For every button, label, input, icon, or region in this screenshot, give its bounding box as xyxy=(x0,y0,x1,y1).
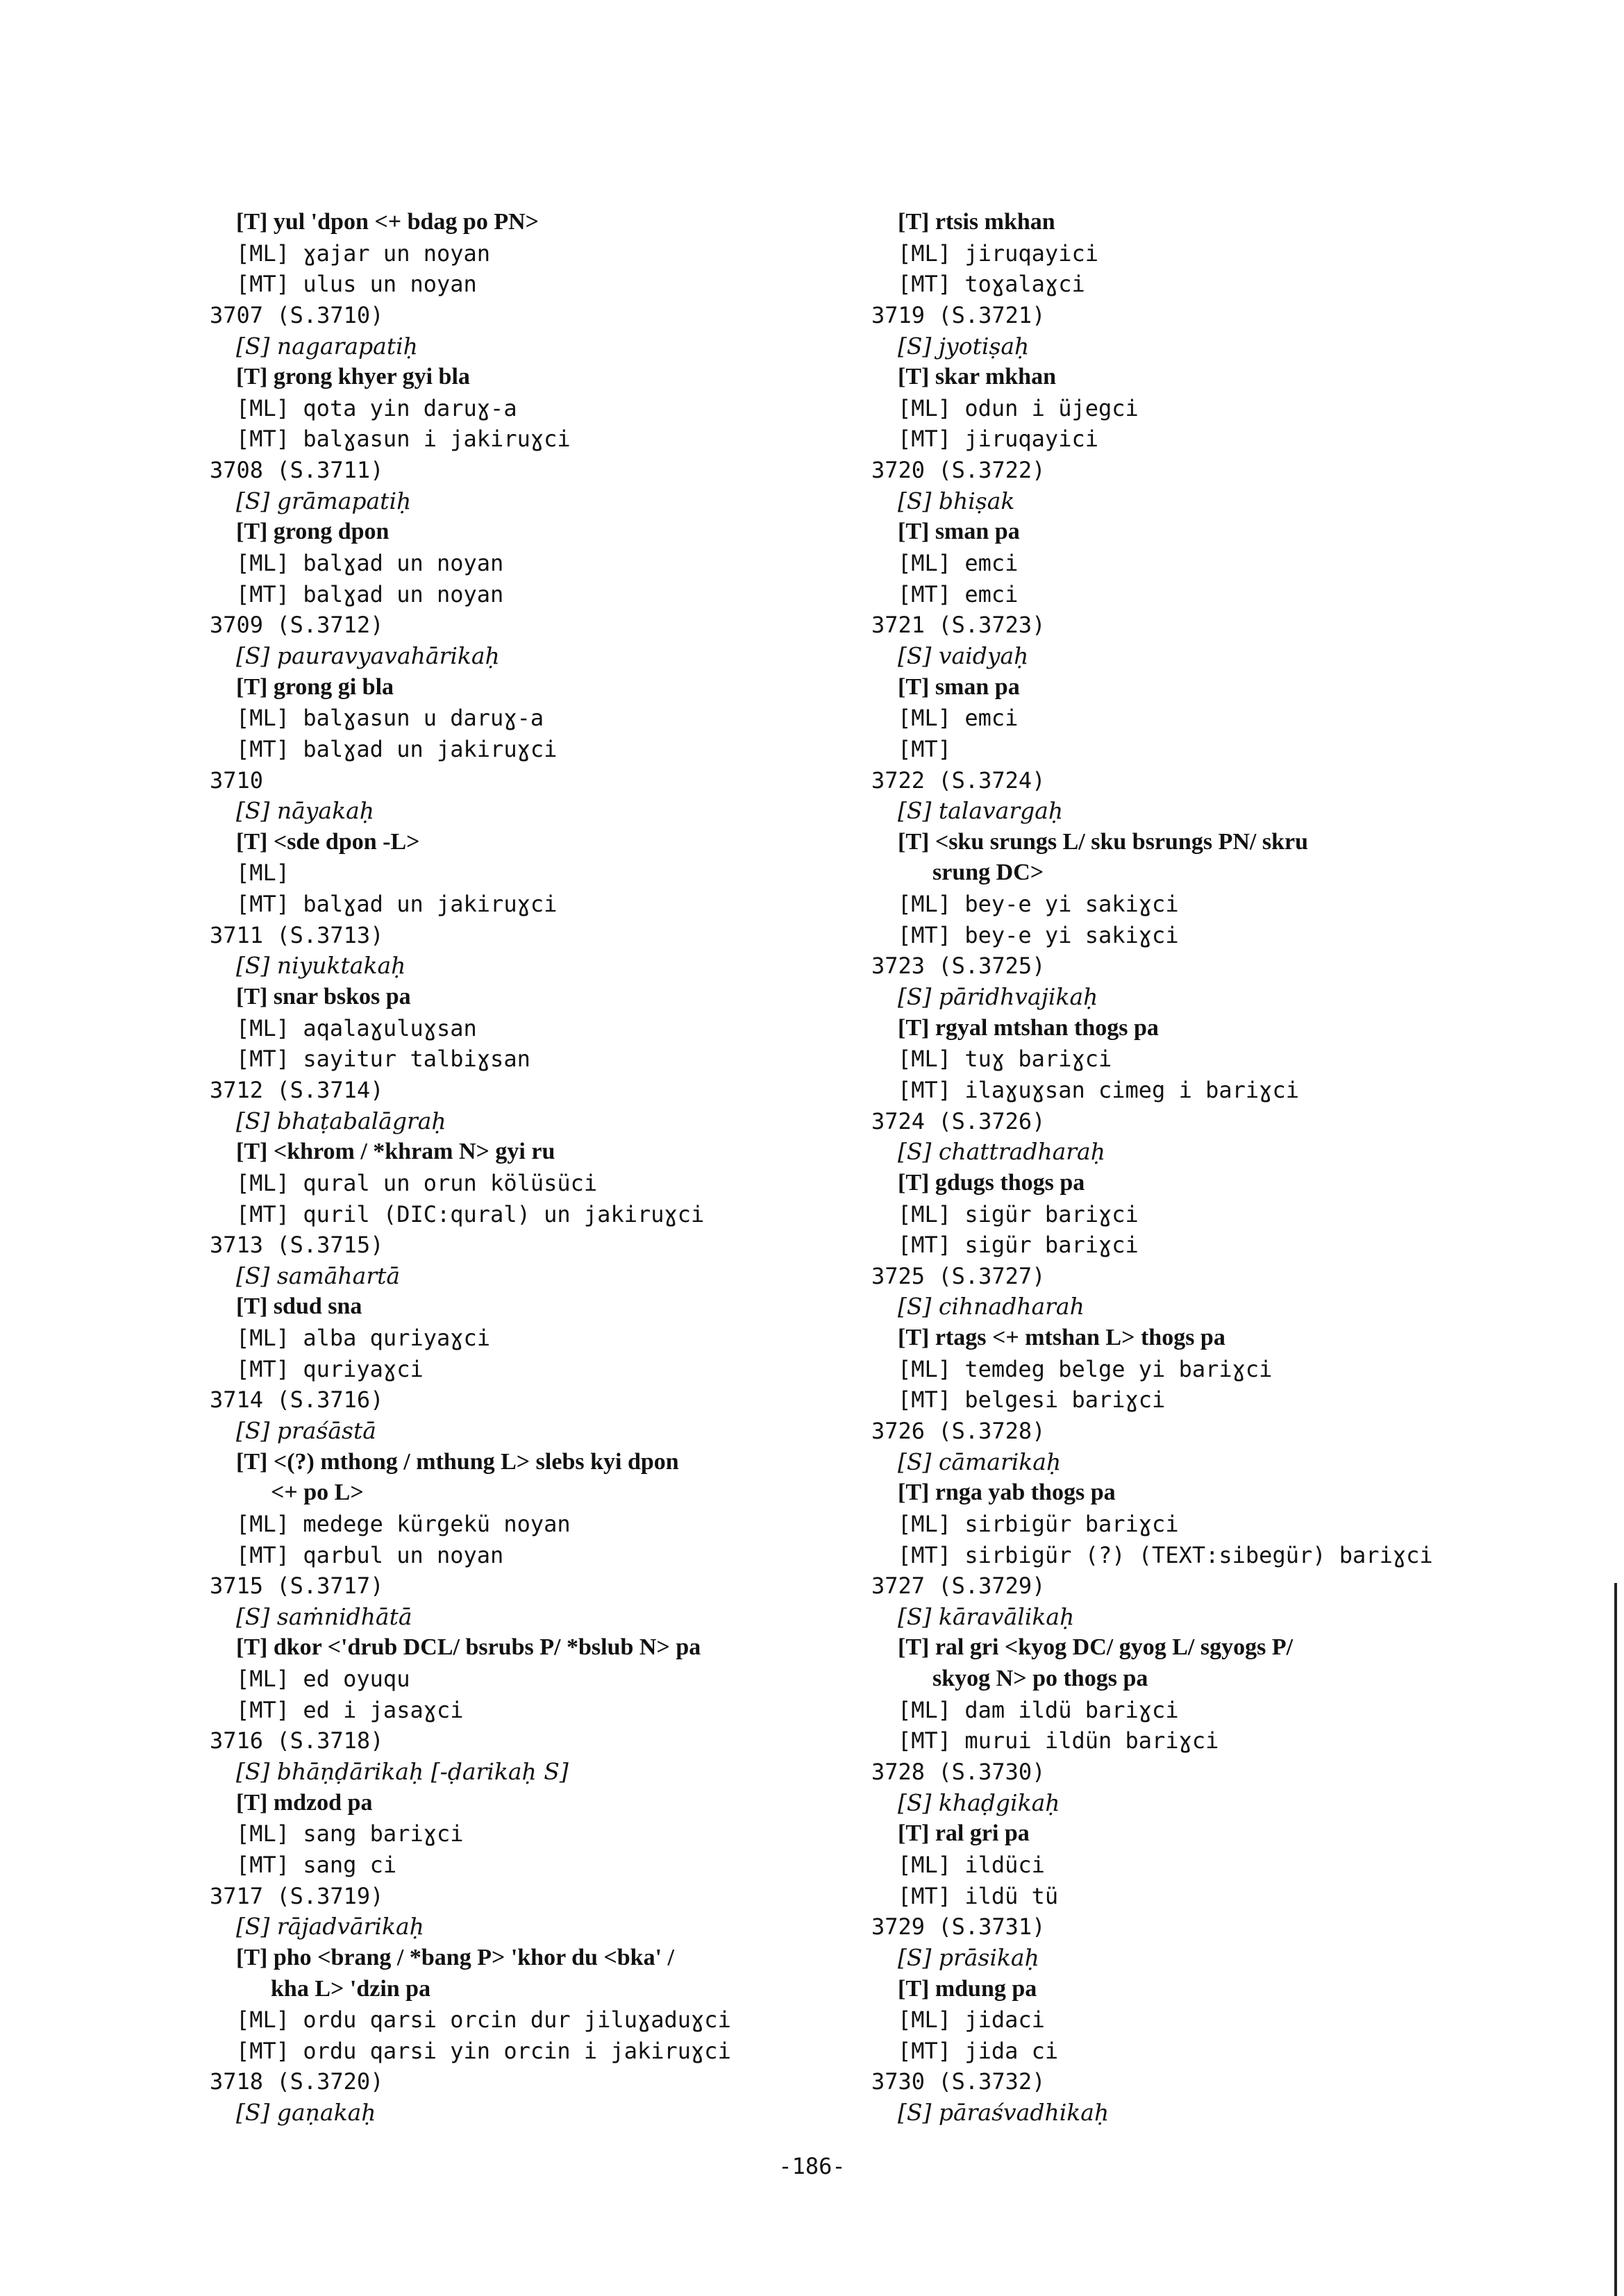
entry-line-t: [T] rnga yab thogs pa xyxy=(898,1480,1116,1506)
page-number: -186- xyxy=(778,2153,846,2179)
entry-number: 3718 (S.3720) xyxy=(210,2068,384,2095)
entry-line-t: [T] <khrom / *khram N> gyi ru xyxy=(236,1139,555,1165)
entry-number: 3710 xyxy=(210,766,264,794)
entry-line-mt: [MT] toɣalaɣci xyxy=(898,271,1085,298)
entry-line-s: [S] samāhartā xyxy=(236,1262,401,1289)
entry-line-mt: [MT] jiruqayici xyxy=(898,426,1098,453)
entry-line-ml: [ML] qota yin daruɣ-a xyxy=(236,394,517,421)
entry-line-ml: [ML] temdeg belge yi bariɣci xyxy=(898,1355,1273,1382)
entry-line-t: [T] mdzod pa xyxy=(236,1789,373,1816)
entry-line-mt: [MT] xyxy=(898,735,952,762)
entry-line-s: [S] nāyakaḥ xyxy=(236,797,375,825)
entry-line-t: [T] rgyal mtshan thogs pa xyxy=(898,1014,1159,1041)
entry-number: 3726 (S.3728) xyxy=(871,1417,1046,1444)
entry-number: 3719 (S.3721) xyxy=(871,301,1046,328)
entry-line-mt: [MT] emci xyxy=(898,580,1019,607)
entry-line-t: [T] <sku srungs L/ sku bsrungs PN/ skru xyxy=(898,828,1308,855)
entry-line-s: [S] kāravālikaḥ xyxy=(898,1602,1075,1630)
entry-line-s: [S] pauravyavahārikaḥ xyxy=(236,642,500,669)
entry-line-s: [S] prāsikaḥ xyxy=(898,1943,1039,1971)
entry-line-mt: [MT] balɣad un jakiruɣci xyxy=(236,735,558,762)
entry-line-t: [T] grong khyer gyi bla xyxy=(236,364,470,390)
entry-line-ml: [ML] balɣasun u daruɣ-a xyxy=(236,705,544,732)
entry-line-s: [S] talavargaḥ xyxy=(898,797,1064,825)
entry-line-t: [T] mdung pa xyxy=(898,1975,1037,2002)
entry-line-ml: [ML] emci xyxy=(898,550,1019,577)
entry-line-s: [S] cihnadharah xyxy=(898,1293,1085,1321)
entry-line-s: [S] vaidyaḥ xyxy=(898,642,1029,669)
entry-line-mt: [MT] balɣasun i jakiruɣci xyxy=(236,426,571,453)
entry-line-mt: [MT] sayitur talbiɣsan xyxy=(236,1046,530,1073)
entry-line-t: [T] grong dpon xyxy=(236,519,390,545)
entry-line-s: [S] cāmarikaḥ xyxy=(898,1448,1062,1475)
entry-line-s: [S] pāraśvadhikaḥ xyxy=(898,2099,1110,2127)
entry-line-continuation: <+ po L> xyxy=(271,1480,364,1506)
entry-number: 3723 (S.3725) xyxy=(871,953,1046,980)
entry-line-t: [T] snar bskos pa xyxy=(236,984,411,1010)
entry-line-mt: [MT] sirbigür (?) (TEXT:sibegür) bariɣci xyxy=(898,1541,1433,1568)
entry-line-ml: [ML] emci xyxy=(898,705,1019,732)
entry-number: 3716 (S.3718) xyxy=(210,1727,384,1754)
entry-line-continuation: kha L> 'dzin pa xyxy=(271,1975,431,2002)
entry-line-mt: [MT] ordu qarsi yin orcin i jakiruɣci xyxy=(236,2037,731,2064)
entry-number: 3717 (S.3719) xyxy=(210,1882,384,1909)
entry-line-mt: [MT] balɣad un jakiruɣci xyxy=(236,891,558,918)
entry-line-ml: [ML] ildüci xyxy=(898,1851,1045,1878)
entry-line-mt: [MT] quril (DIC:qural) un jakiruɣci xyxy=(236,1200,705,1227)
entry-line-t: [T] rtsis mkhan xyxy=(898,209,1055,235)
entry-line-ml: [ML] ed oyuqu xyxy=(236,1666,410,1693)
entry-number: 3709 (S.3712) xyxy=(210,612,384,639)
entry-line-mt: [MT] ulus un noyan xyxy=(236,271,477,298)
entry-line-s: [S] gaṇakaḥ xyxy=(236,2099,376,2127)
entry-number: 3729 (S.3731) xyxy=(871,1913,1046,1941)
entry-line-ml: [ML] xyxy=(236,860,290,887)
entry-line-ml: [ML] balɣad un noyan xyxy=(236,550,504,577)
entry-line-s: [S] praśāstā xyxy=(236,1416,376,1444)
entry-line-mt: [MT] qarbul un noyan xyxy=(236,1541,504,1568)
entry-line-ml: [ML] ordu qarsi orcin dur jiluɣaduɣci xyxy=(236,2006,731,2034)
entry-line-mt: [MT] bey-e yi sakiɣci xyxy=(898,921,1179,948)
entry-line-mt: [MT] ilaɣuɣsan cimeg i bariɣci xyxy=(898,1076,1299,1103)
entry-line-t: [T] grong gi bla xyxy=(236,673,394,700)
entry-line-mt: [MT] belgesi bariɣci xyxy=(898,1386,1166,1414)
entry-line-mt: [MT] jida ci xyxy=(898,2037,1059,2064)
entry-line-t: [T] sman pa xyxy=(898,673,1020,700)
right-column xyxy=(871,207,1538,2129)
entry-line-s: [S] bhaṭabalāgraḥ xyxy=(236,1107,446,1134)
entry-line-mt: [MT] ildü tü xyxy=(898,1882,1059,1909)
entry-number: 3720 (S.3722) xyxy=(871,457,1046,484)
entry-number: 3730 (S.3732) xyxy=(871,2068,1046,2095)
entry-line-ml: [ML] jiruqayici xyxy=(898,240,1098,267)
entry-number: 3712 (S.3714) xyxy=(210,1076,384,1103)
entry-number: 3727 (S.3729) xyxy=(871,1573,1046,1600)
entry-number: 3713 (S.3715) xyxy=(210,1232,384,1259)
entry-line-t: [T] ral gri <kyog DC/ gyog L/ sgyogs P/ xyxy=(898,1634,1294,1661)
entry-line-mt: [MT] quriyaɣci xyxy=(236,1355,424,1382)
entry-line-ml: [ML] ɣajar un noyan xyxy=(236,240,491,267)
entry-number: 3715 (S.3717) xyxy=(210,1573,384,1600)
entry-number: 3714 (S.3716) xyxy=(210,1386,384,1414)
entry-line-continuation: skyog N> po thogs pa xyxy=(932,1666,1148,1692)
entry-line-s: [S] pāridhvajikaḥ xyxy=(898,983,1098,1011)
entry-line-t: [T] sman pa xyxy=(898,519,1020,545)
scan-edge-line xyxy=(1614,1583,1617,2296)
entry-line-s: [S] jyotiṣaḥ xyxy=(898,332,1030,360)
entry-line-ml: [ML] alba quriyaɣci xyxy=(236,1325,491,1352)
entry-line-ml: [ML] sirbigür bariɣci xyxy=(898,1510,1179,1537)
entry-line-s: [S] saṁnidhātā xyxy=(236,1602,412,1630)
entry-line-ml: [ML] bey-e yi sakiɣci xyxy=(898,891,1179,918)
entry-line-s: [S] niyuktakaḥ xyxy=(236,952,406,980)
entry-line-mt: [MT] sigür bariɣci xyxy=(898,1232,1139,1259)
entry-line-ml: [ML] qural un orun kölüsüci xyxy=(236,1169,598,1196)
entry-number: 3725 (S.3727) xyxy=(871,1262,1046,1289)
entry-line-ml: [ML] dam ildü bariɣci xyxy=(898,1696,1179,1723)
entry-line-s: [S] rājadvārikaḥ xyxy=(236,1913,424,1941)
entry-line-t: [T] sdud sna xyxy=(236,1293,362,1320)
entry-line-t: [T] ral gri pa xyxy=(898,1820,1030,1847)
entry-line-mt: [MT] murui ildün bariɣci xyxy=(898,1727,1219,1754)
entry-line-t: [T] dkor <'drub DCL/ bsrubs P/ *bslub N> pa xyxy=(236,1634,701,1661)
entry-line-ml: [ML] sang bariɣci xyxy=(236,1820,464,1847)
entry-line-continuation: srung DC> xyxy=(932,860,1044,886)
entry-line-ml: [ML] medege kürgekü noyan xyxy=(236,1510,571,1537)
left-column xyxy=(210,207,876,2129)
entry-line-s: [S] nagarapatiḥ xyxy=(236,332,418,360)
entry-line-s: [S] khaḍgikaḥ xyxy=(898,1788,1060,1816)
entry-number: 3722 (S.3724) xyxy=(871,766,1046,794)
entry-number: 3707 (S.3710) xyxy=(210,301,384,328)
entry-number: 3711 (S.3713) xyxy=(210,921,384,948)
entry-line-ml: [ML] sigür bariɣci xyxy=(898,1200,1139,1227)
entry-line-t: [T] skar mkhan xyxy=(898,364,1056,390)
entry-line-ml: [ML] aqalaɣuluɣsan xyxy=(236,1014,477,1041)
entry-number: 3724 (S.3726) xyxy=(871,1107,1046,1134)
entry-line-mt: [MT] balɣad un noyan xyxy=(236,580,504,607)
entry-line-mt: [MT] ed i jasaɣci xyxy=(236,1696,464,1723)
entry-line-s: [S] bhiṣak xyxy=(898,487,1015,514)
entry-line-s: [S] chattradharaḥ xyxy=(898,1138,1105,1166)
entry-line-ml: [ML] jidaci xyxy=(898,2006,1045,2034)
entry-line-s: [S] grāmapatiḥ xyxy=(236,487,412,514)
entry-line-t: [T] <sde dpon -L> xyxy=(236,828,420,855)
entry-line-mt: [MT] sang ci xyxy=(236,1851,397,1878)
entry-line-t: [T] gdugs thogs pa xyxy=(898,1169,1085,1196)
entry-number: 3708 (S.3711) xyxy=(210,457,384,484)
entry-line-t: [T] yul 'dpon <+ bdag po PN> xyxy=(236,209,539,235)
entry-line-s: [S] bhāṇḍārikaḥ [-ḍarikaḥ S] xyxy=(236,1758,569,1786)
entry-number: 3728 (S.3730) xyxy=(871,1759,1046,1786)
entry-line-t: [T] <(?) mthong / mthung L> slebs kyi dpon xyxy=(236,1448,679,1475)
entry-line-ml: [ML] tuɣ bariɣci xyxy=(898,1046,1112,1073)
entry-number: 3721 (S.3723) xyxy=(871,612,1046,639)
entry-line-t: [T] rtags <+ mtshan L> thogs pa xyxy=(898,1325,1225,1351)
entry-line-t: [T] pho <brang / *bang P> 'khor du <bka' / xyxy=(236,1944,674,1970)
entry-line-ml: [ML] odun i üjegci xyxy=(898,394,1139,421)
